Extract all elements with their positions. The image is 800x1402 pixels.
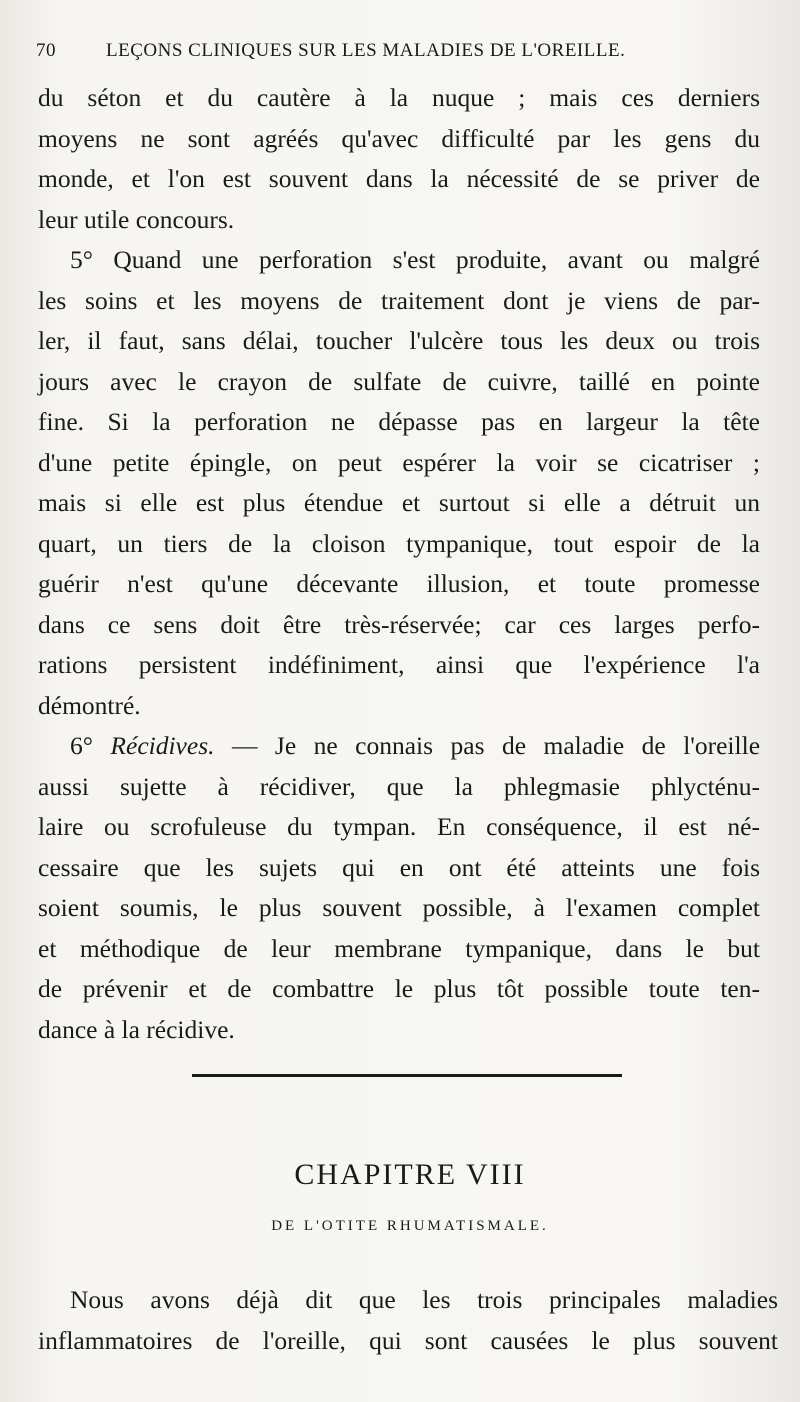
text-line: monde, et l'on est souvent dans la nécessité de se priver de [38,164,760,193]
chapter-title: CHAPITRE VIII [294,1158,526,1191]
item-number: 6° [70,731,93,760]
text-line: ler, il faut, sans délai, toucher l'ulcère tous les deux ou trois [38,326,760,355]
paragraph-2 [38,240,760,726]
paragraph-3 [38,726,760,1050]
text-line: du séton et du cautère à la nuque ; mais ces derniers [38,83,760,112]
text-line: de prévenir et de combattre le plus tôt possible toute ten- [38,974,760,1003]
text-fragment: — Je ne connais pas de maladie de l'oreille [231,731,761,760]
text-line: quart, un tiers de la cloison tympanique, tout espoir de la [38,528,760,558]
paragraph-1 [38,78,760,240]
main-text [38,78,760,1050]
text-line: moyens ne sont agréés qu'avec difficulté par les gens du [38,123,760,153]
text-line: laire ou scrofuleuse du tympan. En conséquence, il est né- [38,812,760,841]
text-line: soient soumis, le plus souvent possible, à l'examen complet [38,893,760,922]
text-line: aussi sujette à récidiver, que la phlegmasie phlycténu- [38,771,760,801]
text-line: et méthodique de leur membrane tympanique, dans le but [38,933,760,963]
text-line: jours avec le crayon de sulfate de cuivre, taillé en pointe [38,366,760,396]
text-line: dance à la récidive. [38,1014,235,1044]
section-heading: Récidives. [110,731,215,760]
text-line: guérir n'est qu'une décevante illusion, et toute promesse [38,569,760,598]
section-divider [192,1074,622,1077]
text-line: leur utile concours. [38,204,235,234]
running-header [36,40,676,62]
text-line: les soins et les moyens de traitement dont je viens de par- [38,285,760,315]
running-title: LEÇONS CLINIQUES SUR LES MALADIES DE L'OREILLE. [106,40,626,61]
text-line: cessaire que les sujets qui en ont été atteints une fois [38,852,760,882]
chapter-text [38,1280,778,1361]
chapter-subtitle: DE L'OTITE RHUMATISMALE. [271,1218,549,1234]
text-line: Nous avons déjà dit que les trois principales maladies [70,1285,778,1314]
text-line: d'une petite épingle, on peut espérer la voir se cicatriser ; [38,447,760,477]
text-line: inflammatoires de l'oreille, qui sont causées le plus souvent [38,1325,778,1355]
text-line: mais si elle est plus étendue et surtout si elle a détruit un [38,488,760,517]
text-line: dans ce sens doit être très-réservée; car ces larges perfo- [38,609,760,639]
text-line: fine. Si la perforation ne dépasse pas en largeur la tête [38,407,760,436]
text-line: rations persistent indéfiniment, ainsi que l'expérience l'a [38,650,760,679]
page-number: 70 [36,40,56,61]
text-line [38,726,760,767]
text-line: 5° Quand une perforation s'est produite, avant ou malgré [70,245,760,274]
text-line: démontré. [38,690,141,720]
